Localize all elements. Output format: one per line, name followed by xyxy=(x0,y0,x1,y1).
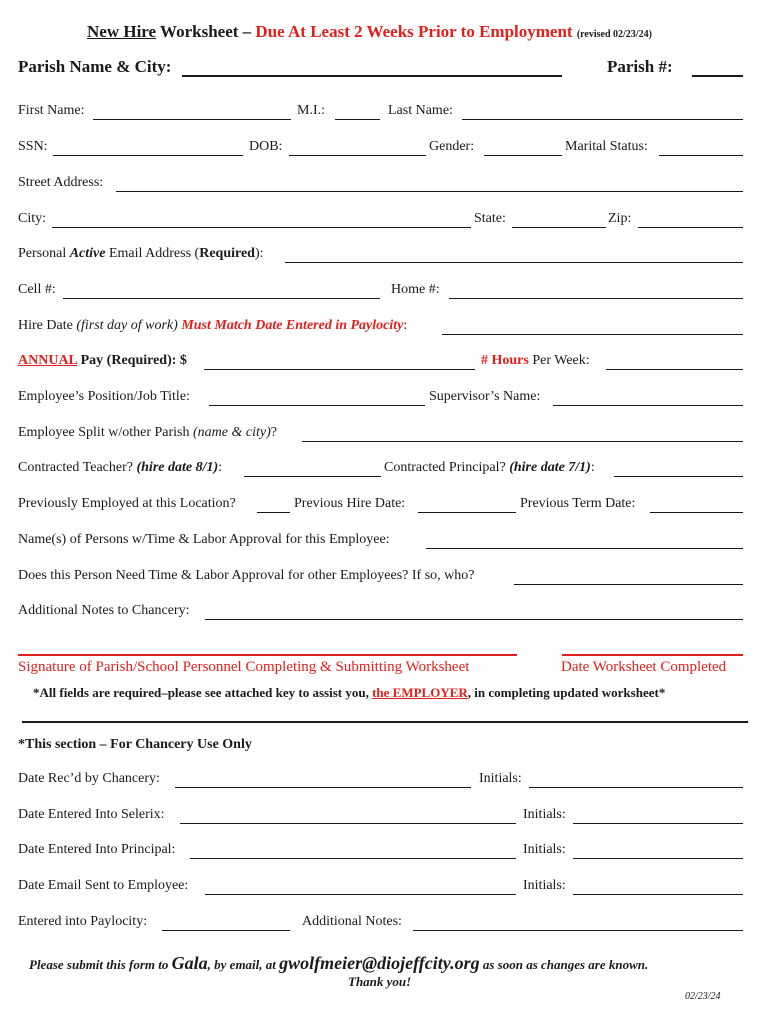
add-notes-label: Additional Notes: xyxy=(302,914,402,929)
prev-hire-label: Previous Hire Date: xyxy=(294,496,406,511)
principal-entry-field[interactable] xyxy=(190,840,516,859)
street-field[interactable] xyxy=(116,173,743,192)
hours-label-hours: # Hours xyxy=(481,353,529,368)
mi-field[interactable] xyxy=(335,101,380,120)
email-label-c: Email Address ( xyxy=(105,246,200,261)
submit-note-c: as soon as changes are known. xyxy=(479,957,649,972)
teacher-label-hire-date: (hire date 8/1) xyxy=(136,460,219,475)
section-divider xyxy=(22,721,748,723)
hire-date-field[interactable] xyxy=(442,316,743,335)
first-name-field[interactable] xyxy=(93,101,291,120)
annual-pay-label xyxy=(18,353,187,369)
prev-term-label: Previous Term Date: xyxy=(520,496,636,511)
prev-term-field[interactable] xyxy=(650,494,743,513)
city-label: City: xyxy=(18,211,47,226)
supervisor-label: Supervisor’s Name: xyxy=(429,389,541,404)
teacher-label-colon: : xyxy=(218,460,223,475)
hours-label-per-week: Per Week: xyxy=(528,353,590,368)
teacher-field[interactable] xyxy=(244,458,381,477)
split-label-name-city: (name & city) xyxy=(192,425,271,440)
title-worksheet: Worksheet – xyxy=(156,22,256,41)
initials-2-label: Initials: xyxy=(523,807,566,822)
footer-date: 02/23/24 xyxy=(685,991,721,1002)
needs-approval-field[interactable] xyxy=(514,566,743,585)
email-field[interactable] xyxy=(285,244,743,263)
prev-employed-label: Previously Employed at this Location? xyxy=(18,496,236,511)
required-note-a: *All fields are required–please see attached key to assist you, xyxy=(33,685,373,700)
chancery-heading: *This section – For Chancery Use Only xyxy=(18,737,252,752)
notes-label: Additional Notes to Chancery: xyxy=(18,603,190,618)
principal-field[interactable] xyxy=(614,458,743,477)
principal-label-a: Contracted Principal? xyxy=(384,460,510,475)
submit-name: Gala xyxy=(171,953,208,973)
gender-field[interactable] xyxy=(484,137,562,156)
signature-label: Signature of Parish/School Personnel Completing & Submitting Worksheet xyxy=(18,659,470,675)
supervisor-field[interactable] xyxy=(553,387,743,406)
state-field[interactable] xyxy=(512,209,606,228)
hire-label-first-day: (first day of work) xyxy=(76,318,178,333)
position-label: Employee’s Position/Job Title: xyxy=(18,389,190,404)
annual-pay-field[interactable] xyxy=(204,351,475,370)
hire-date-label xyxy=(18,318,407,334)
last-name-label: Last Name: xyxy=(388,103,453,118)
dob-field[interactable] xyxy=(289,137,426,156)
selerix-field[interactable] xyxy=(180,805,516,824)
email-label xyxy=(18,246,264,262)
home-field[interactable] xyxy=(449,280,743,299)
annual-label-annual: ANNUAL xyxy=(18,353,78,368)
initials-4-field[interactable] xyxy=(573,876,743,895)
date-recd-field[interactable] xyxy=(175,769,471,788)
split-label-a: Employee Split w/other Parish xyxy=(18,425,193,440)
required-note-c: , in completing updated worksheet* xyxy=(467,685,666,700)
prev-employed-field[interactable] xyxy=(257,494,290,513)
needs-approval-label: Does this Person Need Time & Labor Approval for other Employees? If so, who? xyxy=(18,568,475,583)
email-sent-field[interactable] xyxy=(205,876,516,895)
parish-name-field[interactable] xyxy=(182,57,562,77)
ssn-label: SSN: xyxy=(18,139,48,154)
position-field[interactable] xyxy=(209,387,425,406)
initials-3-field[interactable] xyxy=(573,840,743,859)
title-new-hire: New Hire xyxy=(87,22,157,41)
selerix-label: Date Entered Into Selerix: xyxy=(18,807,165,822)
principal-entry-label: Date Entered Into Principal: xyxy=(18,842,176,857)
home-label: Home #: xyxy=(391,282,440,297)
date-completed-field[interactable] xyxy=(562,636,743,656)
title-due: Due At Least 2 Weeks Prior to Employment xyxy=(255,22,573,41)
date-recd-label: Date Rec’d by Chancery: xyxy=(18,771,160,786)
city-field[interactable] xyxy=(52,209,471,228)
add-notes-field[interactable] xyxy=(413,912,743,931)
teacher-label-a: Contracted Teacher? xyxy=(18,460,137,475)
parish-number-field[interactable] xyxy=(692,57,743,77)
approvers-label: Name(s) of Persons w/Time & Labor Approval for this Employee: xyxy=(18,532,390,547)
split-field[interactable] xyxy=(302,423,743,442)
submit-note xyxy=(29,953,648,975)
street-label: Street Address: xyxy=(18,175,104,190)
submit-note-b: , by email, at xyxy=(207,957,280,972)
notes-field[interactable] xyxy=(205,601,743,620)
split-label xyxy=(18,425,277,441)
title-revised: (revised 02/23/24) xyxy=(576,29,652,40)
hire-label-paylocity: Must Match Date Entered in Paylocity xyxy=(177,318,404,333)
initials-3-label: Initials: xyxy=(523,842,566,857)
marital-label: Marital Status: xyxy=(565,139,648,154)
prev-hire-field[interactable] xyxy=(418,494,516,513)
thank-you: Thank you! xyxy=(348,974,412,989)
email-label-active: Active xyxy=(69,246,106,261)
hire-label-colon: : xyxy=(403,318,408,333)
mi-label: M.I.: xyxy=(297,103,325,118)
zip-label: Zip: xyxy=(608,211,632,226)
annual-label-rest: Pay (Required): $ xyxy=(77,353,187,368)
parish-name-label: Parish Name & City: xyxy=(18,57,172,76)
paylocity-field[interactable] xyxy=(162,912,290,931)
approvers-field[interactable] xyxy=(426,530,743,549)
required-note-employer: the EMPLOYER xyxy=(372,685,468,700)
teacher-label xyxy=(18,460,222,476)
principal-label-colon: : xyxy=(590,460,595,475)
required-note xyxy=(33,685,665,701)
initials-4-label: Initials: xyxy=(523,878,566,893)
hire-label-a: Hire Date xyxy=(18,318,77,333)
email-label-required: Required xyxy=(199,246,255,261)
hours-field[interactable] xyxy=(606,351,743,370)
marital-field[interactable] xyxy=(659,137,743,156)
principal-label xyxy=(384,460,595,476)
hours-label xyxy=(481,353,590,369)
gender-label: Gender: xyxy=(429,139,475,154)
email-label-e: ): xyxy=(254,246,264,261)
first-name-label: First Name: xyxy=(18,103,85,118)
zip-field[interactable] xyxy=(638,209,743,228)
cell-label: Cell #: xyxy=(18,282,56,297)
submit-note-a: Please submit this form to xyxy=(29,957,172,972)
split-label-c: ? xyxy=(270,425,277,440)
email-label-a: Personal xyxy=(18,246,70,261)
initials-2-field[interactable] xyxy=(573,805,743,824)
initials-1-field[interactable] xyxy=(529,769,743,788)
parish-number-label: Parish #: xyxy=(607,57,673,76)
ssn-field[interactable] xyxy=(53,137,243,156)
dob-label: DOB: xyxy=(249,139,283,154)
form-title xyxy=(87,22,652,45)
state-label: State: xyxy=(474,211,506,226)
submit-email[interactable]: gwolfmeier@diojeffcity.org xyxy=(279,953,480,973)
date-completed-label: Date Worksheet Completed xyxy=(561,659,727,675)
signature-field[interactable] xyxy=(18,636,517,656)
initials-1-label: Initials: xyxy=(479,771,522,786)
last-name-field[interactable] xyxy=(462,101,743,120)
paylocity-label: Entered into Paylocity: xyxy=(18,914,148,929)
principal-label-hire-date: (hire date 7/1) xyxy=(509,460,591,475)
email-sent-label: Date Email Sent to Employee: xyxy=(18,878,189,893)
cell-field[interactable] xyxy=(63,280,380,299)
